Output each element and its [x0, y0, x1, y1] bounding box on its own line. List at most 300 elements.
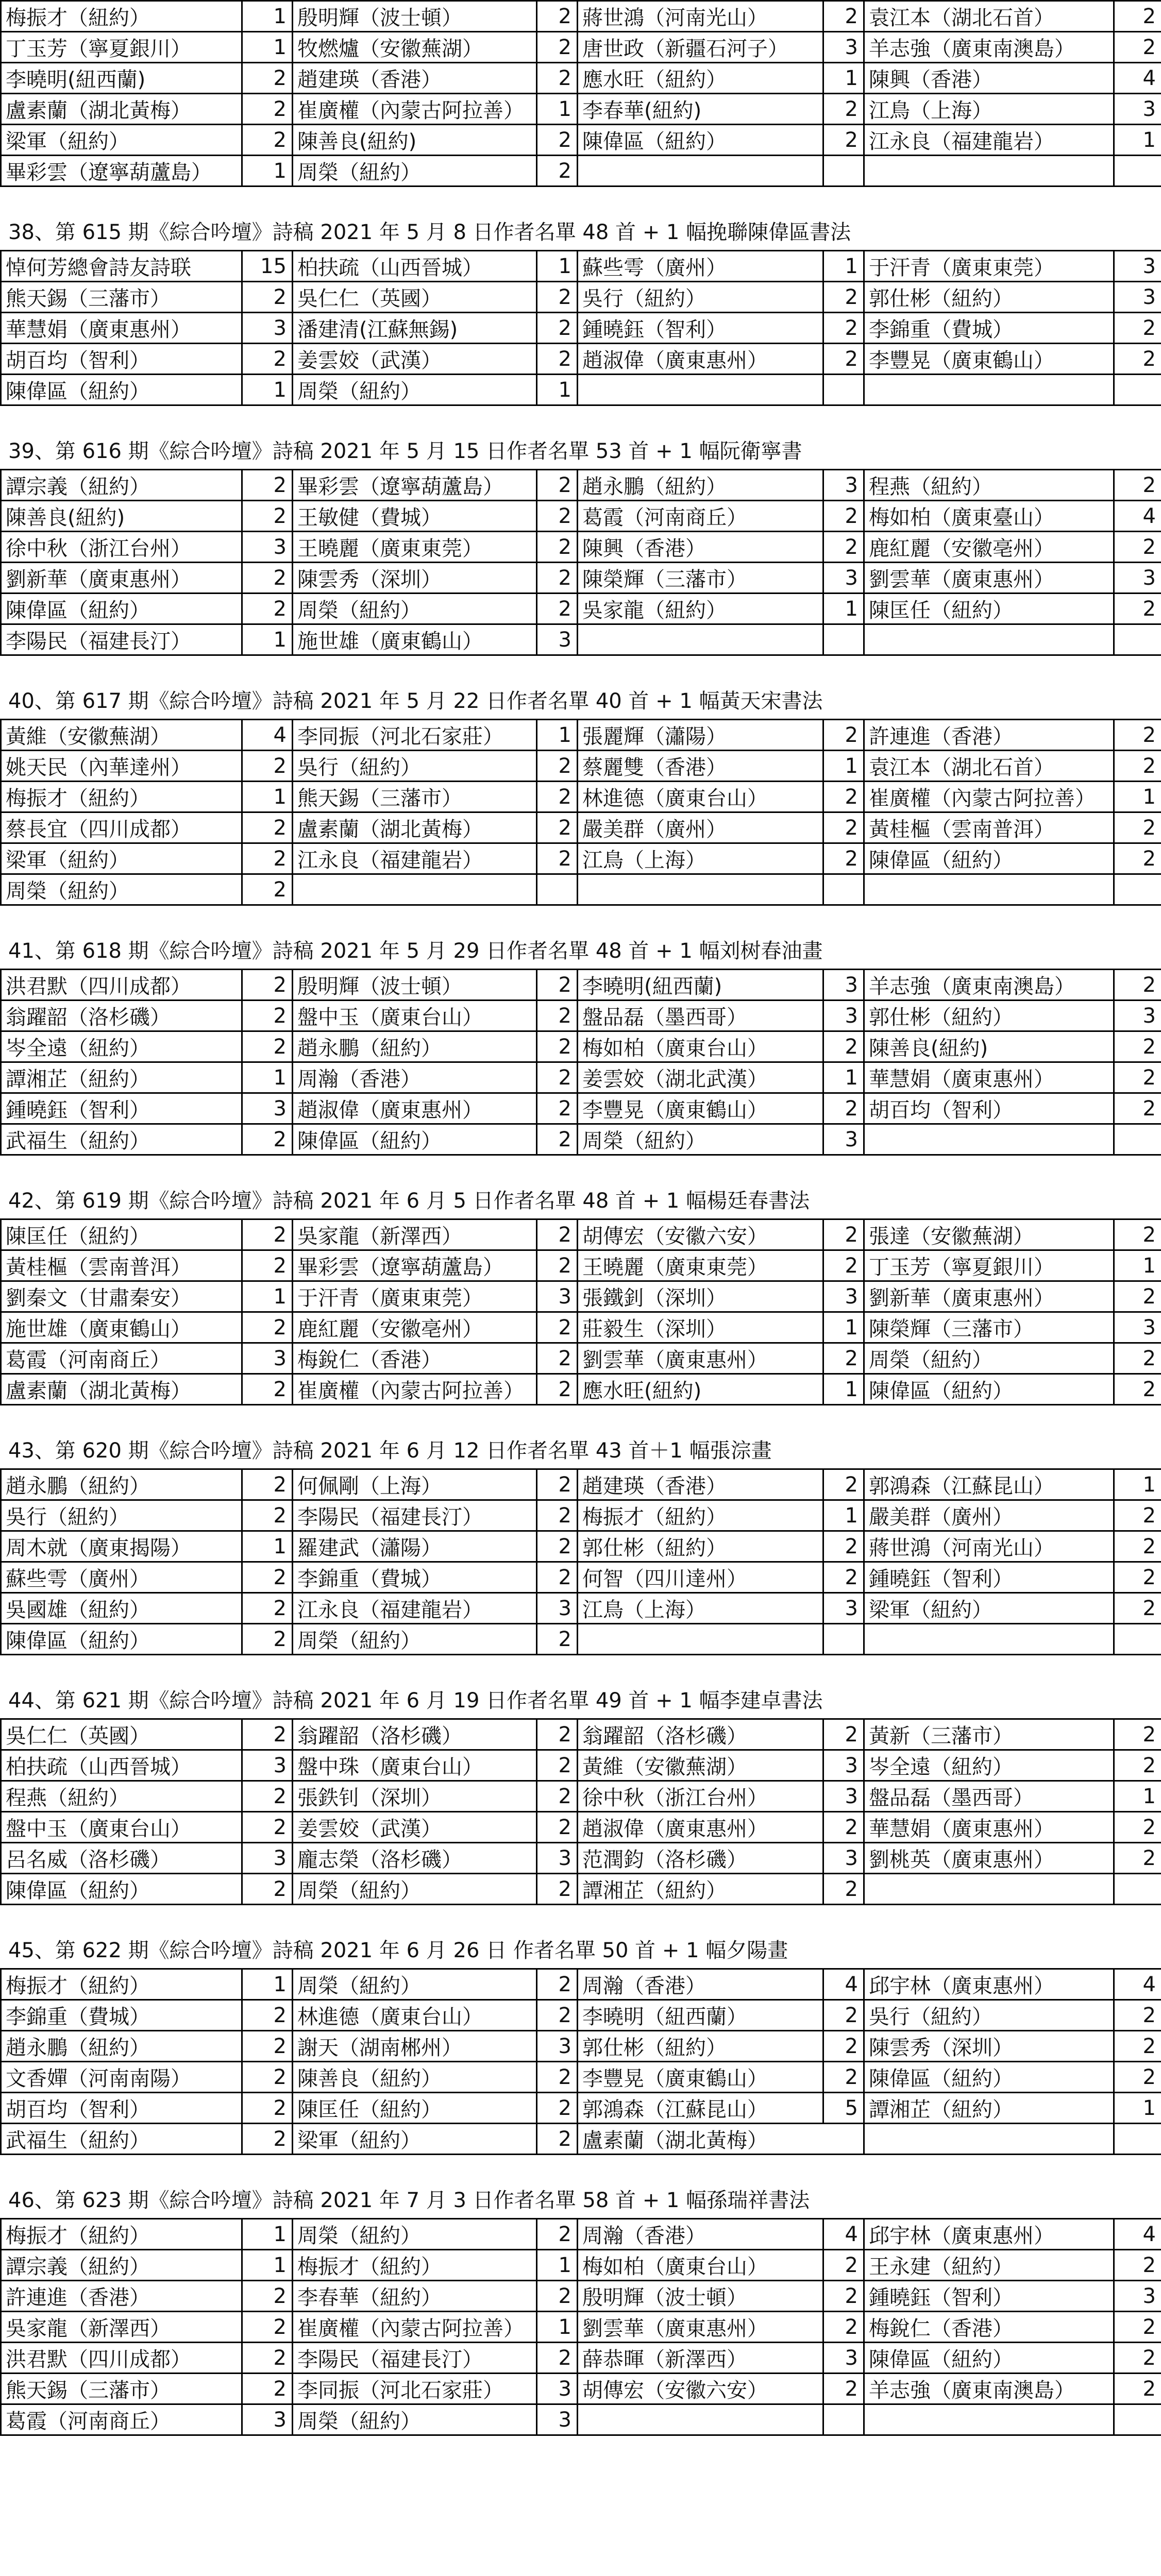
- author-name-cell: 劉新華（廣東惠州）: [864, 1281, 1114, 1312]
- poem-count-cell: 2: [537, 532, 578, 563]
- table-row: [1, 843, 1161, 874]
- author-name-cell: 潘建清(江蘇無錫): [293, 313, 537, 344]
- author-name-cell: 陳善良(紐約): [293, 125, 537, 156]
- table-row: [1, 1281, 1161, 1312]
- poem-count-cell: 2: [242, 1001, 293, 1031]
- poem-count-cell: 2: [1114, 313, 1161, 344]
- author-name-cell: 劉雲華（廣東惠州）: [864, 563, 1114, 594]
- author-name-cell: 邱宇林（廣東惠州）: [864, 2219, 1114, 2250]
- poem-count-cell: 2: [823, 2281, 864, 2312]
- poem-count-cell: 1: [1114, 1250, 1161, 1281]
- poem-count-cell: 2: [1114, 1531, 1161, 1562]
- author-name-cell: 胡百均（智利）: [864, 1093, 1114, 1124]
- author-name-cell: [864, 156, 1114, 187]
- table-row: [1, 2124, 1161, 2155]
- poem-count-cell: 4: [823, 1969, 864, 2000]
- poem-count-cell: 3: [823, 1001, 864, 1031]
- roster-section: [0, 656, 1161, 906]
- author-name-cell: 許連進（香港）: [864, 720, 1114, 751]
- section-heading: 40、第 617 期《綜合吟壇》詩稿 2021 年 5 月 22 日作者名單 40 首 + 1 幅黃天宋書法: [8, 689, 823, 713]
- poem-count-cell: 2: [537, 1093, 578, 1124]
- author-name-cell: 葛霞（河南商丘）: [1, 2404, 242, 2435]
- author-name-cell: 謝天（湖南郴州）: [293, 2031, 537, 2062]
- poem-count-cell: 1: [242, 624, 293, 655]
- poem-count-cell: 2: [823, 1562, 864, 1593]
- poem-count-cell: [537, 874, 578, 905]
- author-name-cell: 梅振才（紐約）: [1, 782, 242, 812]
- poem-count-cell: 2: [1114, 2250, 1161, 2281]
- author-name-cell: 于汗青（廣東東莞）: [864, 251, 1114, 282]
- poem-count-cell: 1: [242, 1281, 293, 1312]
- poem-count-cell: 2: [823, 1031, 864, 1062]
- poem-count-cell: 1: [823, 594, 864, 624]
- author-name-cell: [578, 156, 823, 187]
- author-name-cell: 黃新（三藩市）: [864, 1719, 1114, 1750]
- poem-count-cell: [1114, 2404, 1161, 2435]
- table-row: [1, 1343, 1161, 1374]
- author-name-cell: 葛霞（河南商丘）: [1, 1343, 242, 1374]
- author-name-cell: 鍾曉鈺（智利）: [864, 2281, 1114, 2312]
- author-name-cell: 吳國雄（紐約）: [1, 1593, 242, 1624]
- poem-count-cell: 2: [537, 1874, 578, 1905]
- poem-count-cell: 3: [823, 32, 864, 63]
- poem-count-cell: 2: [1114, 1281, 1161, 1312]
- poem-count-cell: [1114, 624, 1161, 655]
- section-spacer: [0, 1156, 1161, 1183]
- author-table: [0, 2218, 1161, 2436]
- author-name-cell: 譚宗義（紐約）: [1, 470, 242, 501]
- section-heading: 43、第 620 期《綜合吟壇》詩稿 2021 年 6 月 12 日作者名單 43 首＋1 幅張淙畫: [8, 1439, 772, 1463]
- author-name-cell: 盧素蘭（湖北黃梅）: [578, 2124, 864, 2155]
- author-name-cell: 趙建瑛（香港）: [293, 63, 537, 94]
- author-name-cell: 周瀚（香港）: [578, 1969, 823, 2000]
- poem-count-cell: 2: [537, 782, 578, 812]
- poem-count-cell: 2: [537, 2343, 578, 2374]
- author-name-cell: 嚴美群（廣州）: [578, 812, 823, 843]
- poem-count-cell: [1114, 375, 1161, 405]
- poem-count-cell: 2: [823, 812, 864, 843]
- poem-count-cell: 2: [1114, 812, 1161, 843]
- table-row: [1, 1312, 1161, 1343]
- author-table: [0, 469, 1161, 656]
- author-name-cell: 陳偉區（紐約）: [1, 594, 242, 624]
- poem-count-cell: 2: [242, 594, 293, 624]
- author-name-cell: 郭仕彬（紐約）: [578, 1531, 823, 1562]
- table-row: [1, 32, 1161, 63]
- poem-count-cell: 1: [242, 1531, 293, 1562]
- poem-count-cell: 2: [537, 751, 578, 782]
- poem-count-cell: 2: [823, 2031, 864, 2062]
- author-name-cell: 李豐晃（廣東鶴山）: [578, 2062, 823, 2093]
- author-name-cell: 吳家龍（新澤西）: [1, 2312, 242, 2343]
- author-name-cell: 李陽民（福建長汀）: [293, 2343, 537, 2374]
- author-table: [0, 0, 1161, 187]
- poem-count-cell: 2: [242, 2093, 293, 2124]
- poem-count-cell: 2: [242, 2374, 293, 2404]
- section-spacer: [0, 656, 1161, 684]
- poem-count-cell: 1: [242, 2250, 293, 2281]
- poem-count-cell: 3: [823, 1781, 864, 1812]
- author-name-cell: 陳善良（紐約）: [293, 2062, 537, 2093]
- poem-count-cell: 2: [242, 1219, 293, 1250]
- author-name-cell: 盤品磊（墨西哥）: [578, 1001, 823, 1031]
- table-row: [1, 2062, 1161, 2093]
- table-row: [1, 594, 1161, 624]
- table-row: [1, 156, 1161, 187]
- poem-count-cell: 1: [242, 1062, 293, 1093]
- roster-section: [0, 906, 1161, 1156]
- author-name-cell: 文香嬋（河南南陽）: [1, 2062, 242, 2093]
- author-name-cell: 張鐵釗（深圳）: [578, 1281, 823, 1312]
- poem-count-cell: 1: [537, 251, 578, 282]
- author-name-cell: 于汗青（廣東東莞）: [293, 1281, 537, 1312]
- poem-count-cell: 2: [1114, 843, 1161, 874]
- author-name-cell: 陳雲秀（深圳）: [293, 563, 537, 594]
- poem-count-cell: 3: [823, 563, 864, 594]
- poem-count-cell: 2: [537, 2124, 578, 2155]
- roster-section: [0, 1405, 1161, 1655]
- poem-count-cell: 2: [242, 2124, 293, 2155]
- author-name-cell: 趙永鵬（紐約）: [578, 470, 823, 501]
- author-name-cell: [864, 2404, 1114, 2435]
- table-row: [1, 1969, 1161, 2000]
- poem-count-cell: 2: [242, 501, 293, 532]
- author-name-cell: [864, 1624, 1114, 1655]
- author-name-cell: 葛霞（河南商丘）: [578, 501, 823, 532]
- poem-count-cell: 2: [1114, 1593, 1161, 1624]
- roster-section: [0, 1905, 1161, 2155]
- table-row: [1, 1719, 1161, 1750]
- author-name-cell: 李錦重（費城）: [864, 313, 1114, 344]
- table-row: [1, 1843, 1161, 1874]
- author-name-cell: 李豐晃（廣東鶴山）: [864, 344, 1114, 375]
- author-name-cell: 胡傳宏（安徽六安）: [578, 2374, 823, 2404]
- poem-count-cell: [823, 156, 864, 187]
- author-name-cell: 梅振才（紐約）: [578, 1500, 823, 1531]
- poem-count-cell: 3: [1114, 1001, 1161, 1031]
- author-name-cell: [578, 2404, 823, 2435]
- poem-count-cell: [823, 624, 864, 655]
- author-name-cell: 盧素蘭（湖北黃梅）: [1, 1374, 242, 1405]
- author-name-cell: 盤中玉（廣東台山）: [1, 1812, 242, 1843]
- table-row: [1, 720, 1161, 751]
- poem-count-cell: 2: [1114, 2062, 1161, 2093]
- author-name-cell: 殷明輝（波士頓）: [293, 970, 537, 1001]
- poem-count-cell: 4: [1114, 63, 1161, 94]
- author-name-cell: 李錦重（費城）: [1, 2000, 242, 2031]
- table-row: [1, 2312, 1161, 2343]
- poem-count-cell: 2: [537, 1531, 578, 1562]
- poem-count-cell: [823, 874, 864, 905]
- poem-count-cell: 2: [1114, 1812, 1161, 1843]
- poem-count-cell: 2: [537, 1374, 578, 1405]
- author-name-cell: 翁躍韶（洛杉磯）: [1, 1001, 242, 1031]
- author-name-cell: 李同振（河北石家莊）: [293, 2374, 537, 2404]
- author-name-cell: 呂名威（洛杉磯）: [1, 1843, 242, 1874]
- poem-count-cell: 2: [823, 1719, 864, 1750]
- roster-section: [0, 1655, 1161, 1905]
- author-name-cell: 熊天錫（三藩市）: [1, 2374, 242, 2404]
- section-spacer: [0, 2155, 1161, 2183]
- author-name-cell: 范潤鈞（洛杉磯）: [578, 1843, 823, 1874]
- poem-count-cell: [1114, 1874, 1161, 1905]
- section-spacer: [0, 1405, 1161, 1433]
- author-name-cell: 盤中珠（廣東台山）: [293, 1750, 537, 1781]
- author-name-cell: 翁躍韶（洛杉磯）: [293, 1719, 537, 1750]
- table-row: [1, 1469, 1161, 1500]
- author-name-cell: [864, 375, 1114, 405]
- author-name-cell: 林進德（廣東台山）: [293, 2000, 537, 2031]
- author-name-cell: 崔廣權（內蒙古阿拉善）: [864, 782, 1114, 812]
- table-row: [1, 1562, 1161, 1593]
- poem-count-cell: 2: [823, 501, 864, 532]
- author-name-cell: 譚湘芷（紐約）: [864, 2093, 1114, 2124]
- poem-count-cell: 2: [1114, 970, 1161, 1001]
- poem-count-cell: 2: [242, 1781, 293, 1812]
- author-name-cell: 周木就（廣東揭陽）: [1, 1531, 242, 1562]
- table-row: [1, 313, 1161, 344]
- author-name-cell: 梁軍（紐約）: [1, 843, 242, 874]
- poem-count-cell: 1: [242, 32, 293, 63]
- poem-count-cell: 2: [823, 1812, 864, 1843]
- poem-count-cell: 2: [537, 313, 578, 344]
- author-name-cell: 趙永鵬（紐約）: [1, 2031, 242, 2062]
- author-name-cell: 蔡長宜（四川成都）: [1, 812, 242, 843]
- poem-count-cell: [823, 375, 864, 405]
- author-name-cell: 羅建武（瀟陽）: [293, 1531, 537, 1562]
- author-table: [0, 719, 1161, 906]
- poem-count-cell: 3: [242, 1843, 293, 1874]
- poem-count-cell: 2: [242, 2062, 293, 2093]
- poem-count-cell: 2: [1114, 32, 1161, 63]
- author-name-cell: 梁軍（紐約）: [864, 1593, 1114, 1624]
- author-name-cell: 應水旺(紐約): [578, 1374, 823, 1405]
- poem-count-cell: 2: [537, 125, 578, 156]
- table-row: [1, 1593, 1161, 1624]
- author-name-cell: 胡百均（智利）: [1, 344, 242, 375]
- author-name-cell: 袁江本（湖北石首）: [864, 1, 1114, 32]
- poem-count-cell: 3: [1114, 2281, 1161, 2312]
- poem-count-cell: 2: [1114, 532, 1161, 563]
- roster-section: [0, 187, 1161, 406]
- table-row: [1, 1812, 1161, 1843]
- poem-count-cell: 2: [823, 313, 864, 344]
- table-row: [1, 2281, 1161, 2312]
- poem-count-cell: [1114, 1624, 1161, 1655]
- poem-count-cell: 3: [823, 470, 864, 501]
- poem-count-cell: 2: [1114, 1843, 1161, 1874]
- poem-count-cell: 3: [242, 2404, 293, 2435]
- author-name-cell: 徐中秋（浙江台州）: [578, 1781, 823, 1812]
- table-row: [1, 1250, 1161, 1281]
- author-name-cell: 趙永鵬（紐約）: [1, 1469, 242, 1500]
- poem-count-cell: 2: [242, 1469, 293, 1500]
- poem-count-cell: 2: [1114, 751, 1161, 782]
- author-name-cell: 熊天錫（三藩市）: [1, 282, 242, 313]
- poem-count-cell: 1: [823, 1500, 864, 1531]
- author-name-cell: 陳榮輝（三藩市）: [864, 1312, 1114, 1343]
- poem-count-cell: 2: [242, 1500, 293, 1531]
- poem-count-cell: 2: [242, 1624, 293, 1655]
- table-row: [1, 282, 1161, 313]
- poem-count-cell: 2: [242, 1562, 293, 1593]
- author-name-cell: 李曉明(紐西蘭): [578, 970, 823, 1001]
- poem-count-cell: 2: [823, 344, 864, 375]
- poem-count-cell: [823, 1624, 864, 1655]
- table-row: [1, 751, 1161, 782]
- author-name-cell: 梅如柏（廣東台山）: [578, 2250, 823, 2281]
- author-name-cell: 盤品磊（墨西哥）: [864, 1781, 1114, 1812]
- poem-count-cell: 2: [537, 1719, 578, 1750]
- poem-count-cell: 2: [823, 2000, 864, 2031]
- poem-count-cell: 2: [823, 532, 864, 563]
- poem-count-cell: 1: [242, 2219, 293, 2250]
- table-row: [1, 2250, 1161, 2281]
- author-name-cell: 郭仕彬（紐約）: [578, 2031, 823, 2062]
- poem-count-cell: 3: [823, 1750, 864, 1781]
- poem-count-cell: 2: [823, 1093, 864, 1124]
- poem-count-cell: 2: [242, 2000, 293, 2031]
- poem-count-cell: 3: [1114, 1312, 1161, 1343]
- poem-count-cell: 2: [537, 1219, 578, 1250]
- author-name-cell: 崔廣權（內蒙古阿拉善）: [293, 1374, 537, 1405]
- table-row: [1, 1374, 1161, 1405]
- author-name-cell: 譚湘芷（紐約）: [1, 1062, 242, 1093]
- poem-count-cell: 2: [537, 1250, 578, 1281]
- poem-count-cell: 2: [242, 125, 293, 156]
- author-name-cell: 盧素蘭（湖北黃梅）: [293, 812, 537, 843]
- table-row: [1, 63, 1161, 94]
- author-name-cell: 黃維（安徽蕪湖）: [1, 720, 242, 751]
- author-name-cell: 何智（四川達州）: [578, 1562, 823, 1593]
- poem-count-cell: 4: [823, 2219, 864, 2250]
- author-name-cell: 周榮（紐約）: [293, 1624, 537, 1655]
- table-row: [1, 624, 1161, 655]
- poem-count-cell: 2: [1114, 470, 1161, 501]
- author-name-cell: [578, 624, 823, 655]
- author-name-cell: 何佩剛（上海）: [293, 1469, 537, 1500]
- roster-section: [0, 2155, 1161, 2436]
- author-name-cell: 吳行（紐約）: [864, 2000, 1114, 2031]
- author-name-cell: 梁軍（紐約）: [1, 125, 242, 156]
- poem-count-cell: 3: [242, 1750, 293, 1781]
- author-name-cell: 黃桂樞（雲南普洱）: [1, 1250, 242, 1281]
- author-name-cell: 梅銳仁（香港）: [293, 1343, 537, 1374]
- author-table: [0, 1218, 1161, 1405]
- table-row: [1, 1874, 1161, 1905]
- author-name-cell: 李曉明(紐西蘭): [1, 63, 242, 94]
- table-row: [1, 2343, 1161, 2374]
- poem-count-cell: 2: [242, 2281, 293, 2312]
- poem-count-cell: 3: [823, 970, 864, 1001]
- poem-count-cell: 2: [1114, 1093, 1161, 1124]
- poem-count-cell: 1: [823, 251, 864, 282]
- author-name-cell: 殷明輝（波士頓）: [578, 2281, 823, 2312]
- poem-count-cell: 2: [242, 344, 293, 375]
- section-heading: 38、第 615 期《綜合吟壇》詩稿 2021 年 5 月 8 日作者名單 48 首 + 1 幅挽聯陳偉區書法: [8, 221, 851, 244]
- author-name-cell: [578, 874, 823, 905]
- poem-count-cell: 2: [823, 1, 864, 32]
- author-name-cell: 江鳥（上海）: [864, 94, 1114, 125]
- author-name-cell: 劉雲華（廣東惠州）: [578, 2312, 823, 2343]
- poem-count-cell: 2: [1114, 2343, 1161, 2374]
- author-name-cell: 岑全遠（紐約）: [1, 1031, 242, 1062]
- table-row: [1, 1531, 1161, 1562]
- poem-count-cell: 4: [242, 720, 293, 751]
- poem-count-cell: 2: [1114, 720, 1161, 751]
- author-name-cell: [578, 375, 823, 405]
- table-row: [1, 1624, 1161, 1655]
- author-name-cell: 柏扶疏（山西晉城）: [293, 251, 537, 282]
- poem-count-cell: 3: [1114, 94, 1161, 125]
- author-name-cell: 王曉麗（廣東東莞）: [293, 532, 537, 563]
- author-table: [0, 1718, 1161, 1905]
- author-name-cell: 崔廣權（內蒙古阿拉善）: [293, 2312, 537, 2343]
- poem-count-cell: 1: [537, 2312, 578, 2343]
- poem-count-cell: 2: [537, 1562, 578, 1593]
- poem-count-cell: 2: [823, 2062, 864, 2093]
- author-name-cell: 鹿紅麗（安徽亳州）: [293, 1312, 537, 1343]
- author-name-cell: 劉新華（廣東惠州）: [1, 563, 242, 594]
- author-name-cell: 梅振才（紐約）: [1, 1, 242, 32]
- table-row: [1, 874, 1161, 905]
- author-name-cell: 梁軍（紐約）: [293, 2124, 537, 2155]
- table-row: [1, 2404, 1161, 2435]
- poem-count-cell: 1: [242, 1, 293, 32]
- author-name-cell: 丁玉芳（寧夏銀川）: [1, 32, 242, 63]
- author-name-cell: 郭仕彬（紐約）: [864, 1001, 1114, 1031]
- table-row: [1, 2374, 1161, 2404]
- poem-count-cell: 2: [823, 2312, 864, 2343]
- poem-count-cell: 1: [823, 63, 864, 94]
- poem-count-cell: 3: [1114, 251, 1161, 282]
- poem-count-cell: 2: [537, 843, 578, 874]
- poem-count-cell: 2: [823, 2250, 864, 2281]
- poem-count-cell: 2: [537, 1031, 578, 1062]
- poem-count-cell: 3: [823, 2343, 864, 2374]
- poem-count-cell: 2: [537, 1750, 578, 1781]
- poem-count-cell: 2: [1114, 1, 1161, 32]
- poem-count-cell: 2: [242, 63, 293, 94]
- author-name-cell: 陳偉區（紐約）: [864, 2343, 1114, 2374]
- poem-count-cell: 1: [537, 94, 578, 125]
- author-name-cell: 姜雲姣（武漢）: [293, 1812, 537, 1843]
- poem-count-cell: 2: [537, 594, 578, 624]
- author-name-cell: 趙淑偉（廣東惠州）: [578, 1812, 823, 1843]
- table-row: [1, 812, 1161, 843]
- author-name-cell: 陳偉區（紐約）: [293, 1124, 537, 1155]
- poem-count-cell: 1: [1114, 1469, 1161, 1500]
- table-row: [1, 470, 1161, 501]
- table-row: [1, 782, 1161, 812]
- poem-count-cell: [1114, 2124, 1161, 2155]
- table-row: [1, 251, 1161, 282]
- author-name-cell: 趙建瑛（香港）: [578, 1469, 823, 1500]
- author-name-cell: 譚宗義（紐約）: [1, 2250, 242, 2281]
- author-name-cell: [864, 2124, 1114, 2155]
- author-name-cell: 李錦重（費城）: [293, 1562, 537, 1593]
- poem-count-cell: 2: [823, 1250, 864, 1281]
- poem-count-cell: 2: [537, 1343, 578, 1374]
- author-name-cell: 姜雲姣（武漢）: [293, 344, 537, 375]
- poem-count-cell: 2: [1114, 1343, 1161, 1374]
- author-name-cell: 武福生（紐約）: [1, 1124, 242, 1155]
- table-row: [1, 1093, 1161, 1124]
- poem-count-cell: [823, 2404, 864, 2435]
- poem-count-cell: 1: [242, 156, 293, 187]
- poem-count-cell: 3: [537, 624, 578, 655]
- author-name-cell: 羊志強（廣東南澳島）: [864, 2374, 1114, 2404]
